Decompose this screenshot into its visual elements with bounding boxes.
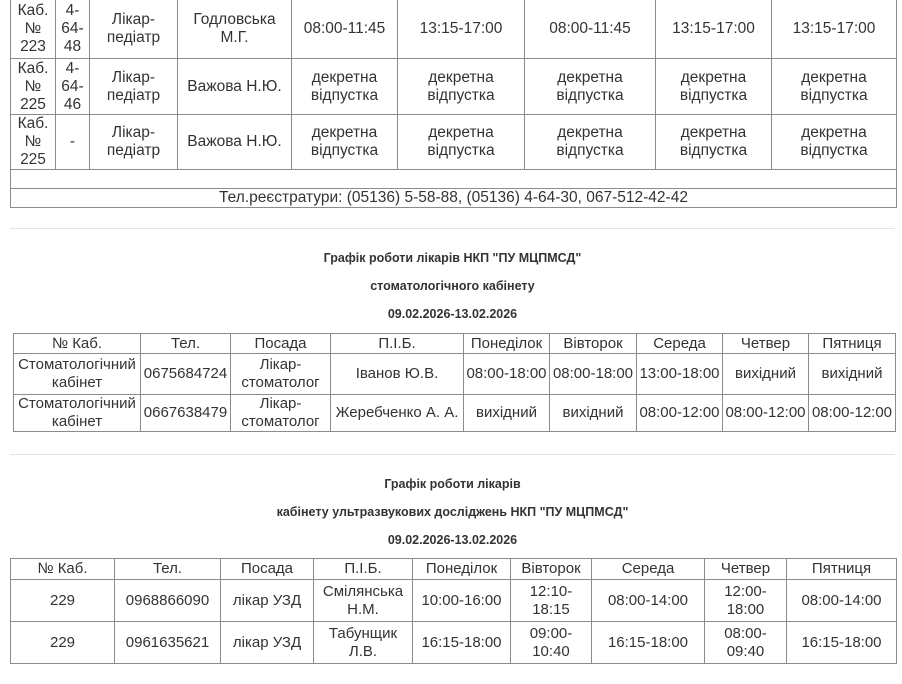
dental-dates: 09.02.2026-13.02.2026 xyxy=(387,307,518,321)
tuesday-cell: 09:00-10:40 xyxy=(511,622,592,664)
room-cell: 229 xyxy=(11,580,115,622)
position-cell: Лікар-стоматолог xyxy=(231,354,331,395)
tuesday-cell: 13:15-17:00 xyxy=(398,0,525,59)
header-friday: Пятниця xyxy=(809,334,896,354)
thursday-cell: вихідний xyxy=(723,354,809,395)
position-cell: Лікар-педіатр xyxy=(90,115,178,170)
room-cell: Каб. № 223 xyxy=(11,0,56,59)
ultrasound-schedule-table xyxy=(10,558,897,664)
thursday-cell: 08:00-09:40 xyxy=(705,622,787,664)
header-wednesday: Середа xyxy=(592,559,705,580)
monday-cell: 08:00-18:00 xyxy=(464,354,550,395)
name-cell: Табунщик Л.В. xyxy=(314,622,413,664)
monday-cell: 08:00-11:45 xyxy=(292,0,398,59)
divider xyxy=(10,228,895,229)
header-friday: Пятниця xyxy=(787,559,897,580)
friday-cell: декретна відпустка xyxy=(772,59,897,115)
header-room: № Каб. xyxy=(11,559,115,580)
header-position: Посада xyxy=(221,559,314,580)
room-cell: Каб. № 225 xyxy=(11,115,56,170)
position-cell: лікар УЗД xyxy=(221,580,314,622)
divider xyxy=(10,454,895,455)
room-cell: 229 xyxy=(11,622,115,664)
friday-cell: 08:00-14:00 xyxy=(787,580,897,622)
header-name: П.І.Б. xyxy=(331,334,464,354)
header-position: Посада xyxy=(231,334,331,354)
dental-subtitle: стоматологічного кабінету xyxy=(370,279,535,293)
thursday-cell: 08:00-12:00 xyxy=(723,395,809,432)
position-cell: Лікар-стоматолог xyxy=(231,395,331,432)
wednesday-cell: 13:00-18:00 xyxy=(637,354,723,395)
header-phone: Тел. xyxy=(141,334,231,354)
wednesday-cell: 08:00-11:45 xyxy=(525,0,656,59)
monday-cell: декретна відпустка xyxy=(292,115,398,170)
tuesday-cell: декретна відпустка xyxy=(398,115,525,170)
header-wednesday: Середа xyxy=(637,334,723,354)
room-cell: Стоматологічний кабінет xyxy=(14,395,141,432)
ultrasound-subtitle: кабінету ультразвукових досліджень НКП "ПУ МЦПМСД" xyxy=(276,505,629,519)
header-name: П.І.Б. xyxy=(314,559,413,580)
header-row xyxy=(11,559,897,580)
name-cell: Іванов Ю.В. xyxy=(331,354,464,395)
monday-cell: 16:15-18:00 xyxy=(413,622,511,664)
tuesday-cell: декретна відпустка xyxy=(398,59,525,115)
dental-title: Графік роботи лікарів НКП "ПУ МЦПМСД" xyxy=(323,251,582,265)
table-row xyxy=(11,59,897,115)
header-monday: Понеділок xyxy=(413,559,511,580)
name-cell: Смілянська Н.М. xyxy=(314,580,413,622)
table-row xyxy=(11,115,897,170)
empty-cell xyxy=(11,170,897,189)
tuesday-cell: 08:00-18:00 xyxy=(550,354,637,395)
room-cell: Каб. № 225 xyxy=(11,59,56,115)
table-row xyxy=(11,580,897,622)
phone-cell: 0675684724 xyxy=(141,354,231,395)
thursday-cell: декретна відпустка xyxy=(656,115,772,170)
name-cell: Жеребченко А. А. xyxy=(331,395,464,432)
position-cell: лікар УЗД xyxy=(221,622,314,664)
header-phone: Тел. xyxy=(115,559,221,580)
room-cell: Стоматологічний кабінет xyxy=(14,354,141,395)
friday-cell: 16:15-18:00 xyxy=(787,622,897,664)
header-thursday: Четвер xyxy=(723,334,809,354)
monday-cell: вихідний xyxy=(464,395,550,432)
header-room: № Каб. xyxy=(14,334,141,354)
name-cell: Важова Н.Ю. xyxy=(178,115,292,170)
phone-cell: 0961635621 xyxy=(115,622,221,664)
wednesday-cell: декретна відпустка xyxy=(525,59,656,115)
position-cell: Лікар-педіатр xyxy=(90,59,178,115)
header-tuesday: Вівторок xyxy=(511,559,592,580)
phone-cell: 4-64-48 xyxy=(56,0,90,59)
empty-row xyxy=(11,170,897,189)
friday-cell: декретна відпустка xyxy=(772,115,897,170)
wednesday-cell: 16:15-18:00 xyxy=(592,622,705,664)
tuesday-cell: 12:10-18:15 xyxy=(511,580,592,622)
ultrasound-title: Графік роботи лікарів xyxy=(384,477,521,491)
header-row xyxy=(14,334,896,354)
header-tuesday: Вівторок xyxy=(550,334,637,354)
friday-cell: 08:00-12:00 xyxy=(809,395,896,432)
thursday-cell: 13:15-17:00 xyxy=(656,0,772,59)
friday-cell: 13:15-17:00 xyxy=(772,0,897,59)
header-monday: Понеділок xyxy=(464,334,550,354)
name-cell: Важова Н.Ю. xyxy=(178,59,292,115)
phone-cell: - xyxy=(56,115,90,170)
phone-cell: 0968866090 xyxy=(115,580,221,622)
table-row xyxy=(11,622,897,664)
registry-phone: Тел.реєстратури: (05136) 5-58-88, (05136) 4-64-30, 067-512-42-42 xyxy=(11,189,897,208)
position-cell: Лікар-педіатр xyxy=(90,0,178,59)
registry-phone-row xyxy=(11,189,897,208)
wednesday-cell: декретна відпустка xyxy=(525,115,656,170)
monday-cell: декретна відпустка xyxy=(292,59,398,115)
header-thursday: Четвер xyxy=(705,559,787,580)
wednesday-cell: 08:00-14:00 xyxy=(592,580,705,622)
table-row xyxy=(11,0,897,59)
pediatric-schedule-table xyxy=(10,0,897,208)
ultrasound-dates: 09.02.2026-13.02.2026 xyxy=(387,533,518,547)
table-row xyxy=(14,354,896,395)
monday-cell: 10:00-16:00 xyxy=(413,580,511,622)
phone-cell: 4-64-46 xyxy=(56,59,90,115)
dental-schedule-table xyxy=(13,333,896,432)
table-row xyxy=(14,395,896,432)
wednesday-cell: 08:00-12:00 xyxy=(637,395,723,432)
tuesday-cell: вихідний xyxy=(550,395,637,432)
thursday-cell: 12:00-18:00 xyxy=(705,580,787,622)
name-cell: Годловська М.Г. xyxy=(178,0,292,59)
thursday-cell: декретна відпустка xyxy=(656,59,772,115)
phone-cell: 0667638479 xyxy=(141,395,231,432)
friday-cell: вихідний xyxy=(809,354,896,395)
